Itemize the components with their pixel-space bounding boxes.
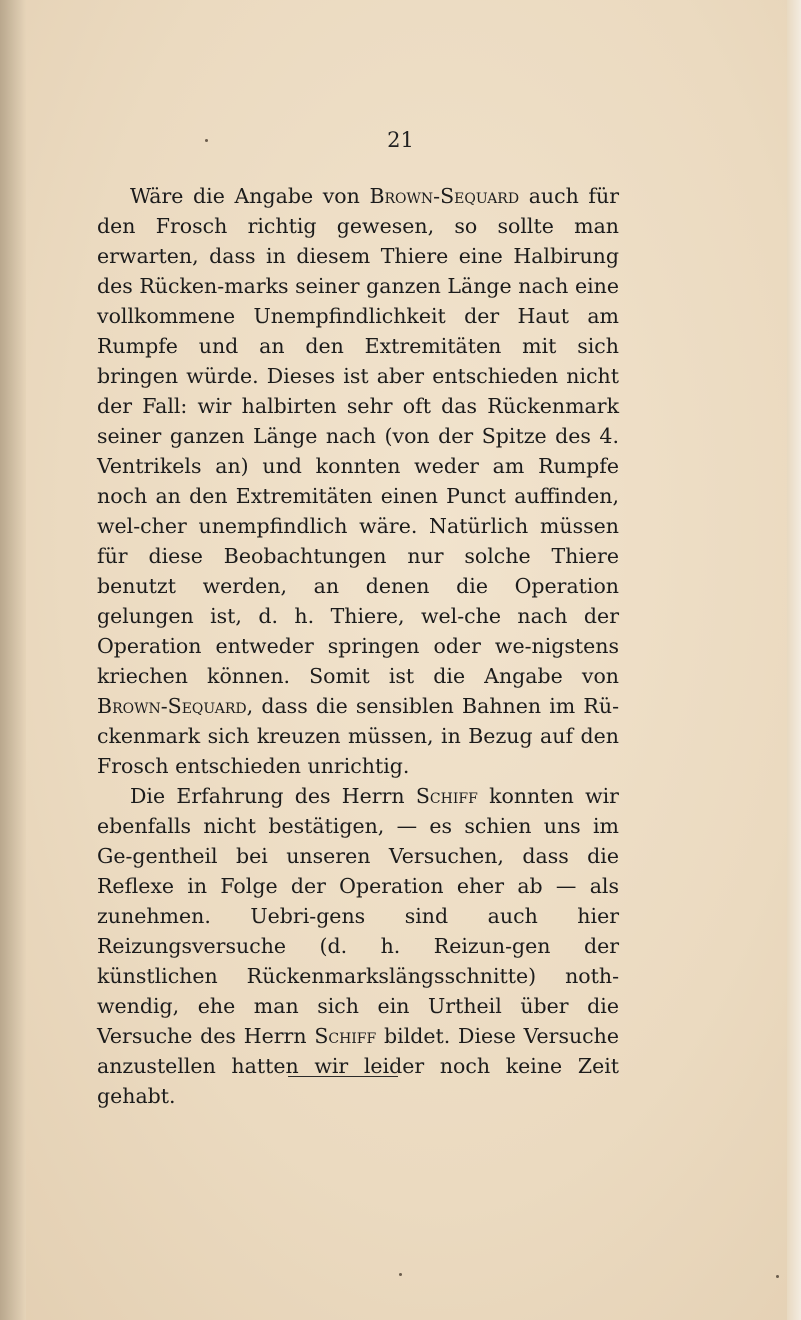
page-right-edge	[787, 0, 801, 1320]
paragraph-1	[97, 181, 619, 781]
author-name: Schiff	[314, 1024, 377, 1048]
text-run: bildet. Diese Versuche anzustellen hatten wir leider noch keine Zeit gehabt.	[97, 1024, 619, 1108]
page-gutter-shadow	[0, 0, 26, 1320]
author-name: Brown-Sequard	[369, 184, 520, 208]
paper-speck	[205, 139, 208, 142]
page-number: 21	[387, 128, 414, 152]
section-divider-rule	[288, 1076, 398, 1077]
paper-speck	[399, 1273, 402, 1276]
text-run: auch für den Frosch richtig gewesen, so sollte man erwarten, dass in diesem Thiere eine Halbirung des Rücken-marks seiner ganzen Länge nach eine vollkommene Unempfindlichkeit der Haut am Rumpfe und an den Extremitäten mit sich bringen würde. Dieses ist aber entschieden nicht der Fall: wir halbirten sehr oft das Rückenmark seiner ganzen Länge nach (von der Spitze des 4. Ventrikels an) und konnten weder am Rumpfe noch an den Extremitäten einen Punct auffinden, wel-cher unempfindlich wäre. Natürlich müssen für diese Beobachtungen nur solche Thiere benutzt werden, an denen die Operation gelungen ist, d. h. Thiere, wel-che nach der Operation entweder springen oder we-nigstens kriechen können. Somit ist die Angabe von	[97, 184, 619, 688]
body-text	[97, 181, 619, 1111]
author-name: Brown-Sequard	[97, 694, 247, 718]
paragraph-2	[97, 781, 619, 1111]
author-name: Schiff	[415, 784, 478, 808]
text-run: konnten wir ebenfalls nicht bestätigen, — es schien uns im Ge-gentheil bei unseren Versuchen, dass die Reflexe in Folge der Operation eher ab — als zunehmen. Uebri-gens sind auch hier Reizungsversuche (d. h. Reizun-gen der künstlichen Rückenmarkslängsschnitte) noth-wendig, ehe man sich ein Urtheil über die Versuche des Herrn	[97, 784, 619, 1048]
text-run: Wäre die Angabe von	[130, 184, 370, 208]
paper-speck	[776, 1275, 779, 1278]
text-run: , dass die sensiblen Bahnen im Rü-ckenmark sich kreuzen müssen, in Bezug auf den Frosch entschieden unrichtig.	[97, 694, 619, 778]
text-run: Die Erfahrung des Herrn	[130, 784, 416, 808]
